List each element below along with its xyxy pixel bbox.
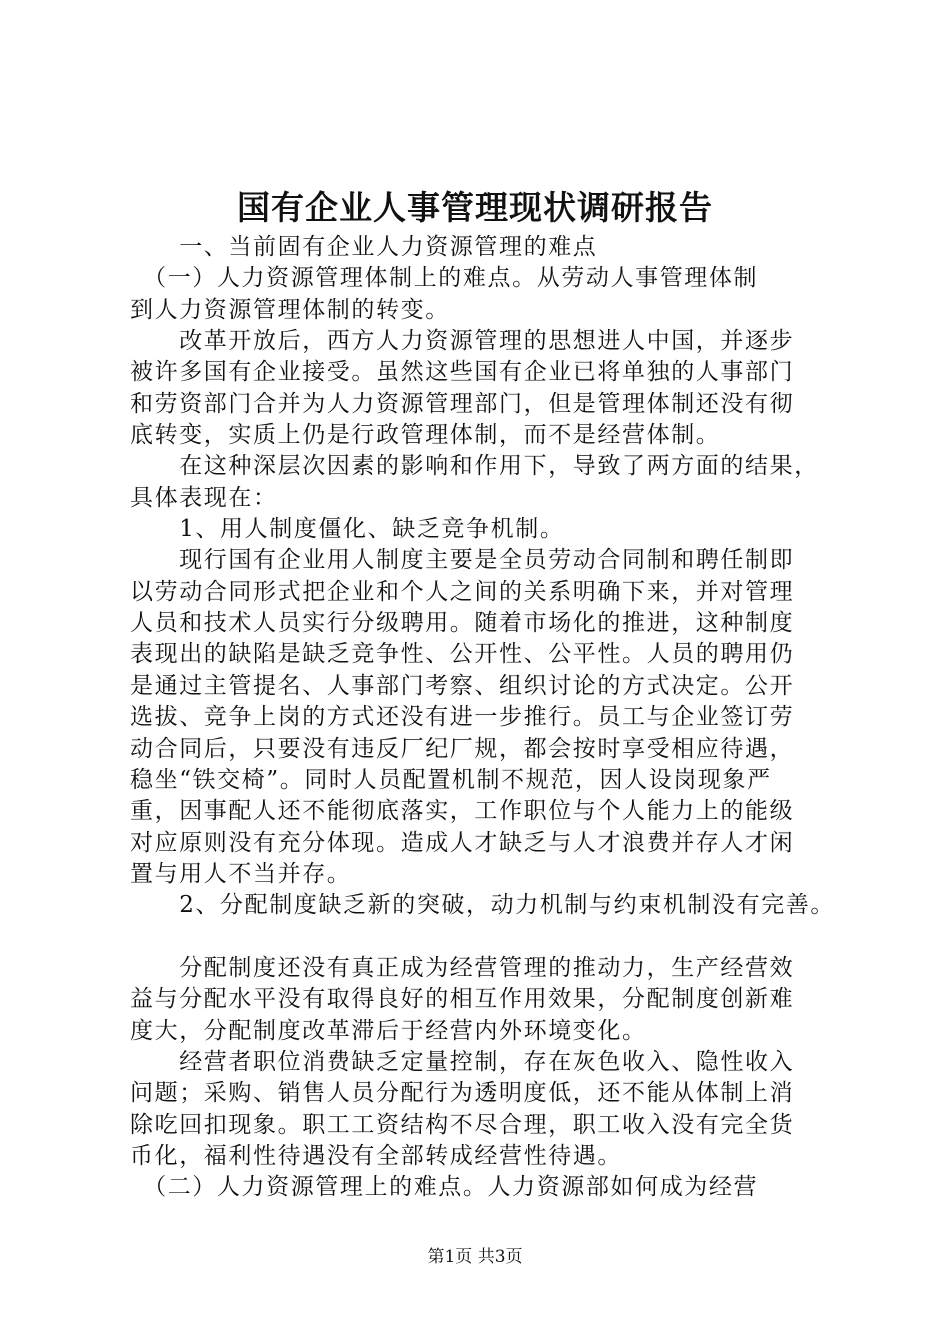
text-line: 选拔、竞争上岗的方式还没有进一步推行。员工与企业签订劳	[130, 704, 795, 731]
text-line: 被许多国有企业接受。虽然这些国有企业已将单独的人事部门	[130, 359, 795, 386]
text-line: 重，因事配人还不能彻底落实，工作职位与个人能力上的能级	[130, 798, 795, 825]
text-line: （二）人力资源管理上的难点。人力资源部如何成为经营	[130, 1174, 759, 1201]
text-line: 到人力资源管理体制的转变。	[130, 296, 450, 323]
text-line: 改革开放后，西方人力资源管理的思想进人中国，并逐步	[130, 328, 795, 355]
text-line: 和劳资部门合并为人力资源管理部门，但是管理体制还没有彻	[130, 390, 795, 417]
text-line: 现行国有企业用人制度主要是全员劳动合同制和聘任制即	[130, 547, 795, 574]
text-line: 表现出的缺陷是缺乏竞争性、公开性、公平性。人员的聘用仍	[130, 641, 795, 668]
text-line: 稳坐“铁交椅”。同时人员配置机制不规范，因人设岗现象严	[130, 766, 772, 793]
text-line: 益与分配水平没有取得良好的相互作用效果，分配制度创新难	[130, 986, 795, 1013]
text-line: 除吃回扣现象。职工工资结构不尽合理，职工收入没有完全货	[130, 1111, 795, 1138]
text-line: 底转变，实质上仍是行政管理体制，而不是经营体制。	[130, 422, 721, 449]
text-line: 以劳动合同形式把企业和个人之间的关系明确下来，并对管理	[130, 578, 795, 605]
text-line: 1、用人制度僵化、缺乏竞争机制。	[130, 516, 565, 543]
text-line: 具体表现在：	[130, 484, 278, 511]
document-title: 国有企业人事管理现状调研报告	[237, 188, 713, 227]
text-line: 是通过主管提名、人事部门考察、组织讨论的方式决定。公开	[130, 672, 795, 699]
page-footer: 第1页 共3页	[427, 1247, 523, 1267]
document-body	[130, 232, 850, 1204]
text-line: （一）人力资源管理体制上的难点。从劳动人事管理体制	[130, 265, 759, 292]
text-line: 分配制度还没有真正成为经营管理的推动力，生产经营效	[130, 954, 795, 981]
text-line: 一、当前固有企业人力资源管理的难点	[130, 234, 598, 260]
text-line: 度大，分配制度改革滞后于经营内外环境变化。	[130, 1017, 647, 1044]
text-line: 对应原则没有充分体现。造成人才缺乏与人才浪费并存人才闲	[130, 829, 795, 856]
text-line: 2、分配制度缺乏新的突破，动力机制与约束机制没有完善。	[130, 892, 836, 919]
blank-line	[130, 922, 850, 953]
text-line: 币化，福利性待遇没有全部转成经营性待遇。	[130, 1142, 622, 1169]
text-line: 经营者职位消费缺乏定量控制，存在灰色收入、隐性收入	[130, 1048, 795, 1075]
text-line: 动合同后，只要没有违反厂纪厂规，都会按时享受相应待遇，	[130, 735, 795, 762]
text-line: 置与用人不当并存。	[130, 860, 352, 887]
text-line: 在这种深层次因素的影响和作用下，导致了两方面的结果，	[130, 453, 819, 480]
text-line: 问题；采购、销售人员分配行为透明度低，还不能从体制上消	[130, 1080, 795, 1107]
text-line: 人员和技术人员实行分级聘用。随着市场化的推进，这种制度	[130, 610, 795, 637]
